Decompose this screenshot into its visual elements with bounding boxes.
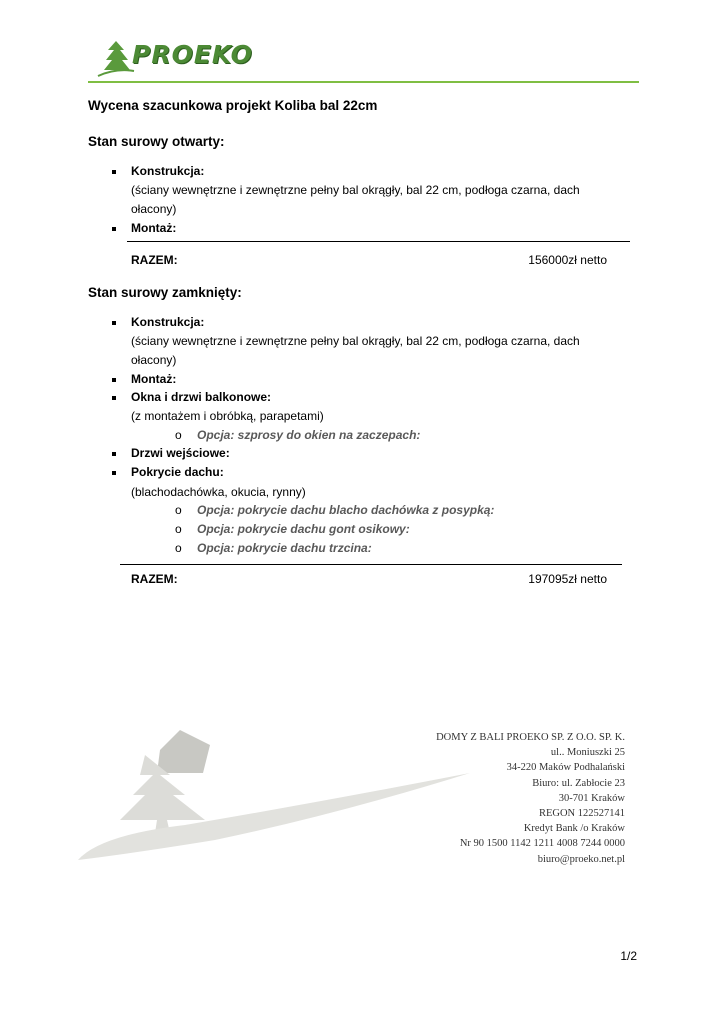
page-number: 1/2 [620, 949, 637, 963]
option-item: Opcja: pokrycie dachu gont osikowy: [197, 522, 410, 536]
total-value: 197095zł netto [528, 572, 607, 586]
bullet-icon [112, 321, 116, 325]
company-line: 30-701 Kraków [558, 792, 625, 804]
company-line: 34-220 Maków Podhalański [506, 762, 625, 774]
item-label: Montaż: [131, 372, 177, 386]
bullet-icon [112, 227, 116, 231]
total-label: RAZEM: [131, 253, 178, 267]
bullet-icon [112, 396, 116, 400]
bullet-icon [112, 471, 116, 475]
document-title: Wycena szacunkowa projekt Koliba bal 22cm [88, 98, 378, 113]
total-divider [127, 241, 630, 242]
section-heading-open: Stan surowy otwarty: [88, 134, 225, 149]
section-heading-closed: Stan surowy zamknięty: [88, 285, 242, 300]
option-marker: o [175, 503, 182, 517]
company-line: REGON 122527141 [538, 808, 625, 820]
item-label: Okna i drzwi balkonowe: [131, 390, 272, 404]
company-line: DOMY Z BALI PROEKO SP. Z O.O. SP. K. [436, 732, 625, 743]
bullet-icon [112, 170, 116, 174]
option-item: Opcja: szprosy do okien na zaczepach: [197, 428, 421, 442]
company-line: Kredyt Bank /o Kraków [523, 823, 625, 835]
total-divider [120, 564, 622, 565]
item-label: Montaż: [131, 221, 177, 235]
watermark-tree-icon [75, 725, 475, 865]
total-label: RAZEM: [131, 572, 178, 586]
item-description: (ściany wewnętrzne i zewnętrzne pełny bal okrągły, bal 22 cm, podłoga czarna, dach ołacony) [131, 334, 580, 367]
bullet-icon [112, 452, 116, 456]
option-marker: o [175, 428, 182, 442]
option-item: Opcja: pokrycie dachu blacho dachówka z posypką: [197, 503, 495, 517]
total-value: 156000zł netto [528, 253, 607, 267]
bullet-icon [112, 378, 116, 382]
proeko-logo [96, 38, 256, 80]
item-description: (blachodachówka, okucia, rynny) [131, 485, 306, 499]
item-description: (ściany wewnętrzne i zewnętrzne pełny bal okrągły, bal 22 cm, podłoga czarna, dach ołacony) [131, 183, 580, 216]
company-line: biuro@proeko.net.pl [537, 853, 625, 865]
company-line: Nr 90 1500 1142 1211 4008 7244 0000 [459, 838, 625, 850]
option-item: Opcja: pokrycie dachu trzcina: [197, 541, 372, 555]
header-divider [88, 81, 639, 83]
company-line: Biuro: ul. Zabłocie 23 [532, 777, 625, 789]
company-info [436, 730, 625, 867]
option-marker: o [175, 522, 182, 536]
item-label: Konstrukcja: [131, 315, 205, 329]
item-label: Pokrycie dachu: [131, 465, 224, 479]
option-marker: o [175, 541, 182, 555]
company-line: ul.. Moniuszki 25 [550, 747, 625, 759]
item-label: Drzwi wejściowe: [131, 446, 230, 460]
item-label: Konstrukcja: [131, 164, 205, 178]
item-description: (z montażem i obróbką, parapetami) [131, 409, 324, 423]
logo-text: PROEKO [132, 40, 253, 69]
tree-logo-icon [96, 38, 136, 80]
